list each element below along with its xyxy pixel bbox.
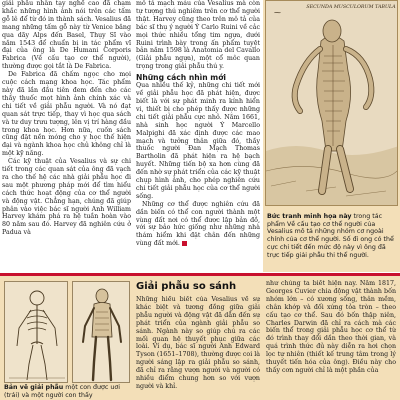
caption-lead: Bức tranh minh họa này <box>267 213 352 220</box>
skeleton-etching-image <box>4 281 68 383</box>
section-title: Giải phẫu so sánh <box>136 281 237 292</box>
paragraph: Qua nhiều thế kỷ, những chi tiết mới về giải phẫu học đã phát hiện, được biết là với sự phát minh ra kính hiển vi, thiết bị cho phép thấy được những chi tiết giải phẫu cực nhỏ. Năm 1661, nhà sinh học người Ý Marcello Malpighi đã xác định được các mao mạch và tưởng thân giữa đó, thầy thuốc người Đan Mạch Thomas Bartholin đã phát hiện ra hệ bạch huyết. Những tiến bộ xa hơn cùng đã đến nhờ sự phát triển của các kỹ thuật chụp hình ảnh, cho phép nghiên cứu chi tiết giải phẫu học của cơ thể người sống. <box>136 82 260 200</box>
paragraph-text: Những cơ thể được nghiên cứu đã dần biến có thể con người thành một vùng đất nơi có thể được lập bản đồ, với sự bảo hức giống như những nhà thám hiểm khi đặt chân đến những vùng đất mới. <box>136 200 260 248</box>
figure-caption <box>267 213 395 259</box>
comparative-column-2 <box>266 280 396 400</box>
muscle-figure-illustration <box>266 1 398 206</box>
caption-text: trong tác phẩm Về cấu tạo cơ thể người của Vesalius mô tả những nhóm cơ ngoài chính của cơ thể người. Số đi ong có thể cực chi tiết đến mức độ này vì ông đã trực tiếp giải phẫu thi thể người. <box>267 213 394 259</box>
figure-etching-image <box>72 281 130 383</box>
figure-panel <box>263 0 400 272</box>
article-column-2 <box>136 0 260 272</box>
caption-lead: Bản vẽ giải phẫu <box>4 384 64 391</box>
plate-label: ⁓ <box>274 9 281 17</box>
paragraph: Các kỹ thuật của Vesalius và sự chi tiết trong các quan sát của ông đã vạch ra cho thế hệ các nhà giải phẫu học đi sau một phương pháp mới để tìm hiểu cách thức hoạt động của cơ thể người và động vật. Chẳng hạn, chúng đã giúp phân vào việc bác sĩ người Anh William Harvey khám phá ra hệ tuần hoàn vào 80 năm sau đó. Harvey đã nghiên cứu ở Padua và <box>2 158 131 237</box>
plate-title: SECUNDA MUSCULORUM TABULA <box>306 5 396 10</box>
paragraph: giải phẫu nhân tạy nghề cao đã chạm khắc những hình ảnh nói trên các tấm gỗ lê để từ đó in thành sách. Vesalius đã mang những tấm gỗ này từ Venice băng qua dãy Alps đến Basel, Thụy Sĩ vào năm 1543 để chuẩn bị in tác phẩm vĩ đại của ông là De Humani Corporis Fabrica (Về cấu tạo cơ thể người), thường được gọi tắt là De Fabrica. <box>2 0 131 71</box>
paragraph: Những hiểu biết của Vesalius về sự khác biệt và tương đồng giữa giải phẫu người và động vật đã dẫn đến sự phát triển của ngành giải phẫu so sánh. Ngành này so giúp chú ra các mối quan hệ thuyết phục giữa các loài. Ví dụ, bác sĩ người Anh Edward Tyson (1651–1708), thường được coi là người sáng lập ra giải phẫu so sánh, đã chỉ ra rằng vượn người và người có nhiều điểm chung hơn so với vượn người và khỉ. <box>136 296 260 390</box>
anatomical-plate-image <box>265 0 398 206</box>
paragraph: như chúng ta biết hiện nay. Năm 1817, Georges Cuvier chia động vật thành bốn nhóm lớn – có xương sống, thân mềm, chân khớp và đối xứng tỏa tròn – theo cấu tạo cơ thể. Sau đó bốn thập niên, Charles Darwin đã chỉ ra cách mà các biến thể trong giải phẫu học cơ thể từ đó trình thay đổi dần theo thời gian, và quá trình thức đủ này diễn ra hơi chọn lọc tự nhiên (thiết kế trung tâm trong lý thuyết tiến hóa của ông). Điều này cho thấy cơn người chỉ là một phần của <box>266 280 396 374</box>
orangutan-skeleton-illustration <box>5 282 68 383</box>
end-mark-icon <box>182 241 187 246</box>
comparative-column-1 <box>136 296 260 400</box>
caption-text: một con được uơi (trái) và một người con thấy <box>4 384 120 399</box>
subheading-new-perspectives: Những cách nhìn mới <box>136 73 227 83</box>
paragraph: mô tả mạch máu của Vesalius mà còn tự tượng thú nghiêm trên cơ thể người thật. Harvey cũng theo trên mô tả của bác sĩ thụ ý người Ý Carlo Ruini về cảc mọi thức nhiều tổng tim ngựa, dưới Ruini trình bày trong ấn phẩm tuyệt bản năm 1598 là Anatomia del Cavallo (Giải phẫu ngựa), một cổ môc quan trọng trong giải phẫu thú y. <box>136 0 260 71</box>
article-column-1 <box>0 0 131 272</box>
etching-caption <box>4 384 132 399</box>
human-figure-illustration <box>73 282 130 383</box>
paragraph <box>136 201 260 248</box>
paragraph: De Fabrica đã chấm ngọc cho mọi cuộc cách mạng khoa học. Tác phẩm này đã lần đầu tiên đem đến cho các thầy thuốc mọt hình ảnh chính xác và chi tiết về giải phẫu người. Và nó đạt quan sát trực tiếp, thay vì học qua sách và tư duy trưu tượng, lên vị trí hàng đầu trong khoa học. Hơn nữa, cuốn sách cũng đặt nền móng cho y học thế hiện đại và ngành khoa học chủ không chỉ là một kỹ năng. <box>2 71 131 158</box>
